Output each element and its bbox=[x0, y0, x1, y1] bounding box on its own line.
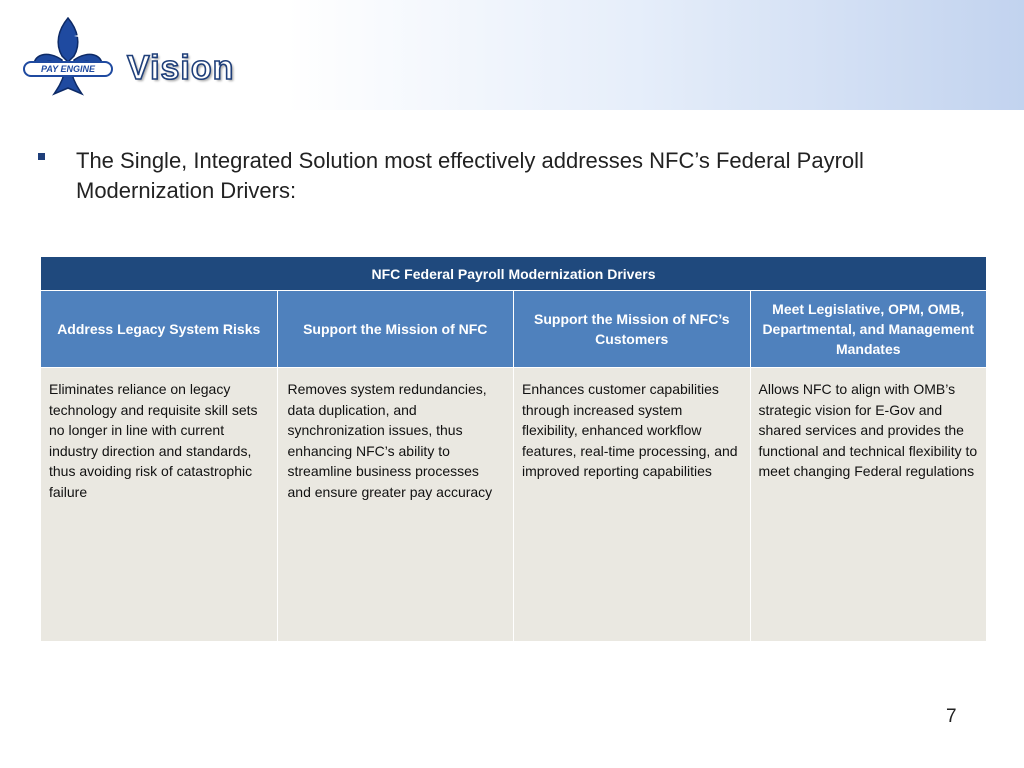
cell-mission-customers: Enhances customer capabilities through increased system flexibility, enhanced workflow features, real-time processing, and improved reporting capabilities bbox=[514, 368, 751, 642]
column-header-mission-nfc: Support the Mission of NFC bbox=[277, 291, 514, 368]
fleur-de-lis-icon bbox=[22, 16, 114, 100]
cell-legacy-risks: Eliminates reliance on legacy technology and requisite skill sets no longer in line with current industry direction and standards, thus avoiding risk of catastrophic failure bbox=[41, 368, 278, 642]
bullet-square-icon bbox=[38, 153, 45, 160]
bullet-text: The Single, Integrated Solution most effectively addresses NFC’s Federal Payroll Modernization Drivers: bbox=[76, 148, 864, 203]
column-header-mission-customers: Support the Mission of NFC’s Customers bbox=[514, 291, 751, 368]
slide-title: Vision bbox=[127, 49, 235, 87]
column-header-mandates: Meet Legislative, OPM, OMB, Departmental, and Management Mandates bbox=[750, 291, 987, 368]
table-caption: NFC Federal Payroll Modernization Drivers bbox=[41, 257, 987, 291]
column-header-legacy-risks: Address Legacy System Risks bbox=[41, 291, 278, 368]
table-body-row bbox=[41, 368, 987, 642]
page-number: 7 bbox=[946, 706, 957, 727]
cell-mission-nfc: Removes system redundancies, data duplication, and synchronization issues, thus enhancing NFC’s ability to streamline business processes and ensure greater pay accuracy bbox=[277, 368, 514, 642]
pay-engine-logo bbox=[22, 16, 114, 100]
cell-mandates: Allows NFC to align with OMB’s strategic vision for E-Gov and shared services and provides the functional and technical flexibility to meet changing Federal regulations bbox=[750, 368, 987, 642]
drivers-table bbox=[40, 256, 987, 642]
table-header-row bbox=[41, 291, 987, 368]
logo-text: PAY ENGINE bbox=[40, 64, 95, 74]
